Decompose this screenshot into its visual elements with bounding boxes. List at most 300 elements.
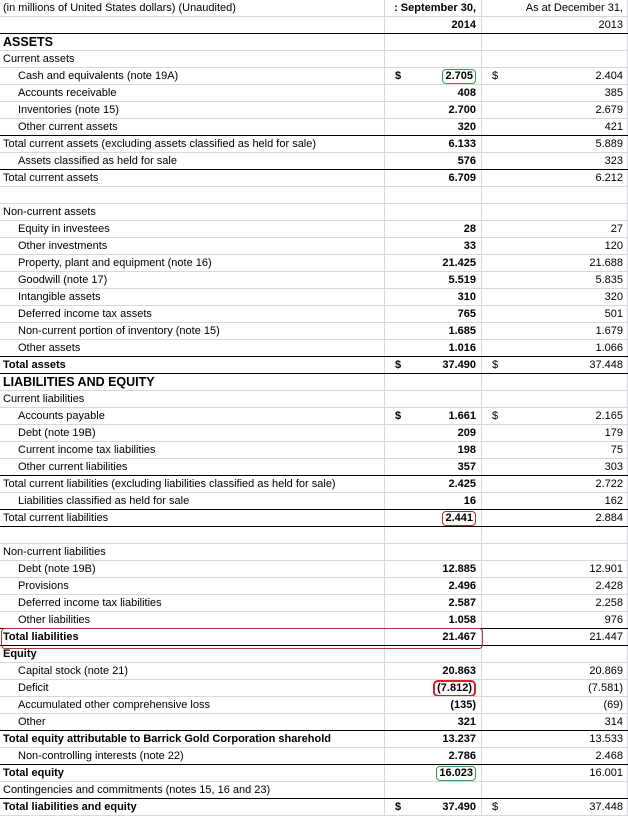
value-2013: 303	[512, 459, 628, 475]
value-2014	[407, 425, 482, 441]
table-row	[0, 408, 628, 425]
currency-2013	[482, 119, 512, 135]
row-label: Goodwill (note 17)	[0, 272, 385, 288]
units-caption: (in millions of United States dollars) (Unaudited)	[0, 0, 385, 16]
value-2013: 5.835	[512, 272, 628, 288]
table-row	[0, 612, 628, 629]
value-2013: 323	[512, 153, 628, 169]
value-2013	[512, 646, 628, 662]
value-2014	[407, 629, 482, 645]
row-label: Other liabilities	[0, 612, 385, 628]
row-label: Total liabilities and equity	[0, 799, 385, 815]
value-2014	[407, 221, 482, 237]
value-2013: 2.468	[512, 748, 628, 764]
currency-2014	[385, 680, 407, 696]
currency-2013	[482, 493, 512, 509]
blank-row	[0, 527, 628, 544]
row-label: Total current assets (excluding assets classified as held for sale)	[0, 136, 385, 152]
value-2013: 12.901	[512, 561, 628, 577]
value-2013	[512, 782, 628, 798]
table-row	[0, 578, 628, 595]
currency-2013	[482, 170, 512, 186]
value-2014-text: 5.519	[448, 274, 476, 286]
currency-2013	[482, 527, 512, 543]
table-row	[0, 68, 628, 85]
value-2014-text: 16	[463, 495, 476, 507]
value-2013: 16.001	[512, 765, 628, 781]
currency-2014	[385, 425, 407, 441]
currency-2013	[482, 187, 512, 203]
currency-2014	[385, 748, 407, 764]
row-label: Other current liabilities	[0, 459, 385, 475]
value-2014	[407, 595, 482, 611]
currency-2013	[482, 289, 512, 305]
currency-2013: $	[492, 359, 499, 371]
value-2014	[407, 544, 482, 560]
row-label: Assets classified as held for sale	[0, 153, 385, 169]
table-row	[0, 255, 628, 272]
value-2013: 21.447	[512, 629, 628, 645]
table-row	[0, 374, 628, 391]
currency-2014	[385, 374, 407, 390]
value-2014-text: 2.587	[448, 597, 476, 609]
row-label: Intangible assets	[0, 289, 385, 305]
value-2014	[407, 102, 482, 118]
table-row	[0, 748, 628, 765]
currency-2013	[482, 731, 512, 747]
value-2014	[407, 408, 482, 424]
row-label: Current assets	[0, 51, 385, 67]
value-2013: 501	[512, 306, 628, 322]
value-2014	[407, 323, 482, 339]
value-2013	[512, 51, 628, 67]
value-2014-text: 2.441	[442, 511, 476, 526]
value-2014-text: 198	[457, 444, 476, 456]
row-label: Property, plant and equipment (note 16)	[0, 255, 385, 271]
row-label: Current liabilities	[0, 391, 385, 407]
currency-2013: $	[492, 801, 499, 813]
value-2014-text: 2.496	[448, 580, 476, 592]
table-row	[0, 731, 628, 748]
currency-2014: $	[395, 801, 402, 813]
table-row	[0, 34, 628, 51]
value-2014-text: 13.237	[442, 733, 476, 745]
table-row	[0, 714, 628, 731]
currency-2014	[385, 459, 407, 475]
currency-2013	[482, 51, 512, 67]
currency-2014	[385, 204, 407, 220]
currency-2014	[385, 119, 407, 135]
value-2014	[407, 697, 482, 713]
row-label: Cash and equivalents (note 19A)	[0, 68, 385, 84]
currency-2013	[482, 765, 512, 781]
value-2013: 421	[512, 119, 628, 135]
currency-2013	[482, 102, 512, 118]
currency-2014	[385, 578, 407, 594]
value-2014-text: 6.133	[448, 138, 476, 150]
value-2013: 21.688	[512, 255, 628, 271]
value-2014	[407, 85, 482, 101]
row-label: Current income tax liabilities	[0, 442, 385, 458]
value-2014	[407, 510, 482, 526]
value-2013: 2.165	[512, 408, 628, 424]
row-label	[0, 187, 385, 203]
value-2014	[407, 442, 482, 458]
value-2014-text: 16.023	[436, 766, 476, 781]
header-blank	[0, 17, 385, 33]
table-row	[0, 646, 628, 663]
header-row-1	[0, 0, 628, 17]
value-2013: 320	[512, 289, 628, 305]
value-2013: 162	[512, 493, 628, 509]
row-label: Other	[0, 714, 385, 730]
currency-2013	[482, 153, 512, 169]
currency-2014	[385, 102, 407, 118]
value-2014-text: (135)	[450, 699, 476, 711]
value-2014-text: 1.661	[448, 410, 476, 422]
currency-2014	[385, 782, 407, 798]
currency-2013	[482, 374, 512, 390]
value-2014	[407, 765, 482, 781]
currency-2013	[482, 697, 512, 713]
value-2014	[407, 493, 482, 509]
currency-2013	[482, 782, 512, 798]
value-2014	[407, 306, 482, 322]
value-2013	[512, 391, 628, 407]
value-2014	[407, 238, 482, 254]
row-label: Equity in investees	[0, 221, 385, 237]
row-label: Total current liabilities (excluding liabilities classified as held for sale)	[0, 476, 385, 492]
row-label: Total current assets	[0, 170, 385, 186]
currency-2014	[385, 731, 407, 747]
value-2013: 1.679	[512, 323, 628, 339]
row-label: Capital stock (note 21)	[0, 663, 385, 679]
table-row	[0, 799, 628, 816]
value-2013: (69)	[512, 697, 628, 713]
currency-2014	[385, 527, 407, 543]
value-2014	[407, 289, 482, 305]
currency-2014: $	[395, 359, 402, 371]
value-2014	[407, 51, 482, 67]
value-2013: 2.884	[512, 510, 628, 526]
currency-2014	[385, 255, 407, 271]
value-2013: 37.448	[512, 357, 628, 373]
value-2014-text: (7.812)	[433, 680, 476, 696]
table-row	[0, 425, 628, 442]
value-2014-text: 2.786	[448, 750, 476, 762]
table-row	[0, 697, 628, 714]
value-2013: 314	[512, 714, 628, 730]
currency-2014	[385, 595, 407, 611]
row-label: Total assets	[0, 357, 385, 373]
currency-2013	[482, 459, 512, 475]
row-label: Accounts payable	[0, 408, 385, 424]
col-header-dec-2013: As at December 31,	[482, 0, 628, 16]
value-2014	[407, 731, 482, 747]
row-label: Deferred income tax assets	[0, 306, 385, 322]
value-2014-text: 310	[457, 291, 476, 303]
row-label: Debt (note 19B)	[0, 561, 385, 577]
value-2014-text: 209	[457, 427, 476, 439]
table-row	[0, 323, 628, 340]
value-2013: 27	[512, 221, 628, 237]
value-2013	[512, 204, 628, 220]
currency-2014	[385, 697, 407, 713]
table-row	[0, 51, 628, 68]
currency-2013	[482, 221, 512, 237]
table-row	[0, 680, 628, 697]
value-2014	[407, 612, 482, 628]
value-2014	[407, 255, 482, 271]
value-2014	[407, 357, 482, 373]
table-row	[0, 204, 628, 221]
row-label: Liabilities classified as held for sale	[0, 493, 385, 509]
currency-2013	[482, 663, 512, 679]
currency-2013	[482, 510, 512, 526]
value-2014-text: 6.709	[448, 172, 476, 184]
value-2014	[407, 476, 482, 492]
table-row	[0, 663, 628, 680]
table-row	[0, 595, 628, 612]
currency-2014	[385, 340, 407, 356]
value-2013: 120	[512, 238, 628, 254]
currency-2014	[385, 153, 407, 169]
currency-2013	[482, 748, 512, 764]
currency-2014	[385, 663, 407, 679]
row-label: Non-current assets	[0, 204, 385, 220]
table-row	[0, 442, 628, 459]
value-2014	[407, 119, 482, 135]
table-row	[0, 493, 628, 510]
currency-2013	[482, 714, 512, 730]
value-2013: 2.258	[512, 595, 628, 611]
value-2014-text: 1.058	[448, 614, 476, 626]
value-2014-text: 12.885	[442, 563, 476, 575]
table-row	[0, 561, 628, 578]
currency-2014	[385, 187, 407, 203]
currency-2014	[385, 391, 407, 407]
value-2013: 2.722	[512, 476, 628, 492]
value-2014-text: 2.425	[448, 478, 476, 490]
value-2014-text: 37.490	[442, 801, 476, 813]
row-label: Total liabilities	[0, 629, 385, 645]
value-2014-text: 576	[457, 155, 476, 167]
row-label: Deferred income tax liabilities	[0, 595, 385, 611]
currency-2014	[385, 289, 407, 305]
row-label: Provisions	[0, 578, 385, 594]
table-row	[0, 306, 628, 323]
blank-row	[0, 187, 628, 204]
currency-2013	[482, 425, 512, 441]
currency-2013	[482, 323, 512, 339]
table-row	[0, 357, 628, 374]
table-row	[0, 391, 628, 408]
row-label: Total equity attributable to Barrick Gold Corporation sharehold	[0, 731, 385, 747]
row-label: Other assets	[0, 340, 385, 356]
currency-2013	[482, 238, 512, 254]
value-2014	[407, 170, 482, 186]
currency-2014	[385, 612, 407, 628]
value-2014	[407, 340, 482, 356]
value-2013: 75	[512, 442, 628, 458]
value-2014	[407, 153, 482, 169]
col-year-2014: 2014	[385, 17, 482, 33]
value-2014-text: 20.863	[442, 665, 476, 677]
row-label	[0, 527, 385, 543]
row-label: Total equity	[0, 765, 385, 781]
value-2014-text: 2.700	[448, 104, 476, 116]
value-2014-text: 1.685	[448, 325, 476, 337]
value-2014	[407, 136, 482, 152]
value-2014-text: 1.016	[448, 342, 476, 354]
currency-2013	[482, 544, 512, 560]
table-row	[0, 459, 628, 476]
table-row	[0, 170, 628, 187]
row-label: Non-controlling interests (note 22)	[0, 748, 385, 764]
value-2014	[407, 204, 482, 220]
value-2014	[407, 68, 482, 84]
currency-2014	[385, 170, 407, 186]
row-label: Deficit	[0, 680, 385, 696]
currency-2013	[482, 561, 512, 577]
value-2014-text: 21.425	[442, 257, 476, 269]
value-2014	[407, 799, 482, 815]
currency-2014	[385, 442, 407, 458]
value-2014-text: 21.467	[442, 631, 476, 643]
table-row	[0, 238, 628, 255]
value-2014	[407, 34, 482, 50]
row-label: Accounts receivable	[0, 85, 385, 101]
value-2014-text: 765	[457, 308, 476, 320]
currency-2014	[385, 136, 407, 152]
currency-2013	[482, 646, 512, 662]
currency-2014	[385, 272, 407, 288]
value-2014-text: 37.490	[442, 359, 476, 371]
row-label: Equity	[0, 646, 385, 662]
value-2013: 2.679	[512, 102, 628, 118]
row-label: Accumulated other comprehensive loss	[0, 697, 385, 713]
table-row	[0, 476, 628, 493]
currency-2014: $	[395, 410, 402, 422]
value-2013: 2.428	[512, 578, 628, 594]
value-2013: 385	[512, 85, 628, 101]
value-2014-text: 2.705	[442, 69, 476, 84]
currency-2013	[482, 612, 512, 628]
col-year-2013: 2013	[482, 17, 628, 33]
currency-2013	[482, 629, 512, 645]
value-2013: 20.869	[512, 663, 628, 679]
currency-2014: $	[395, 70, 402, 82]
value-2014-text: 321	[457, 716, 476, 728]
value-2014	[407, 646, 482, 662]
row-label: Total current liabilities	[0, 510, 385, 526]
table-row	[0, 510, 628, 527]
row-label: Non-current liabilities	[0, 544, 385, 560]
currency-2013	[482, 306, 512, 322]
table-row	[0, 289, 628, 306]
row-label: Non-current portion of inventory (note 15)	[0, 323, 385, 339]
currency-2013	[482, 340, 512, 356]
currency-2013: $	[492, 70, 499, 82]
value-2014	[407, 187, 482, 203]
value-2013: 179	[512, 425, 628, 441]
currency-2014	[385, 646, 407, 662]
value-2013: (7.581)	[512, 680, 628, 696]
currency-2014	[385, 765, 407, 781]
currency-2013	[482, 680, 512, 696]
value-2014	[407, 663, 482, 679]
value-2013: 976	[512, 612, 628, 628]
row-label: Other current assets	[0, 119, 385, 135]
value-2013: 6.212	[512, 170, 628, 186]
currency-2014	[385, 544, 407, 560]
value-2013	[512, 374, 628, 390]
currency-2013	[482, 34, 512, 50]
row-label: LIABILITIES AND EQUITY	[0, 374, 385, 390]
currency-2014	[385, 714, 407, 730]
table-row	[0, 544, 628, 561]
value-2014	[407, 391, 482, 407]
row-label: Other investments	[0, 238, 385, 254]
value-2014	[407, 561, 482, 577]
value-2013	[512, 187, 628, 203]
currency-2014	[385, 238, 407, 254]
row-label: Contingencies and commitments (notes 15, 16 and 23)	[0, 782, 385, 798]
col-header-sep-2014: : September 30,	[385, 0, 482, 16]
value-2014	[407, 680, 482, 696]
currency-2013	[482, 476, 512, 492]
table-row	[0, 153, 628, 170]
value-2013: 13.533	[512, 731, 628, 747]
value-2013	[512, 527, 628, 543]
currency-2014	[385, 476, 407, 492]
value-2013	[512, 34, 628, 50]
value-2014-text: 28	[463, 223, 476, 235]
currency-2013	[482, 578, 512, 594]
currency-2013	[482, 136, 512, 152]
table-row	[0, 119, 628, 136]
table-row	[0, 272, 628, 289]
value-2014	[407, 374, 482, 390]
currency-2013	[482, 255, 512, 271]
currency-2014	[385, 85, 407, 101]
value-2014	[407, 748, 482, 764]
row-label: Inventories (note 15)	[0, 102, 385, 118]
value-2014-text: 357	[457, 461, 476, 473]
value-2014	[407, 527, 482, 543]
table-row	[0, 136, 628, 153]
currency-2014	[385, 510, 407, 526]
value-2013	[512, 544, 628, 560]
currency-2014	[385, 221, 407, 237]
currency-2013	[482, 391, 512, 407]
value-2014	[407, 578, 482, 594]
currency-2014	[385, 629, 407, 645]
currency-2013	[482, 595, 512, 611]
currency-2013	[482, 442, 512, 458]
currency-2013	[482, 85, 512, 101]
table-row	[0, 221, 628, 238]
header-row-2	[0, 17, 628, 34]
row-label: Debt (note 19B)	[0, 425, 385, 441]
value-2014-text: 33	[463, 240, 476, 252]
table-row	[0, 340, 628, 357]
currency-2013: $	[492, 410, 499, 422]
value-2014	[407, 782, 482, 798]
currency-2014	[385, 323, 407, 339]
value-2014	[407, 714, 482, 730]
currency-2014	[385, 51, 407, 67]
